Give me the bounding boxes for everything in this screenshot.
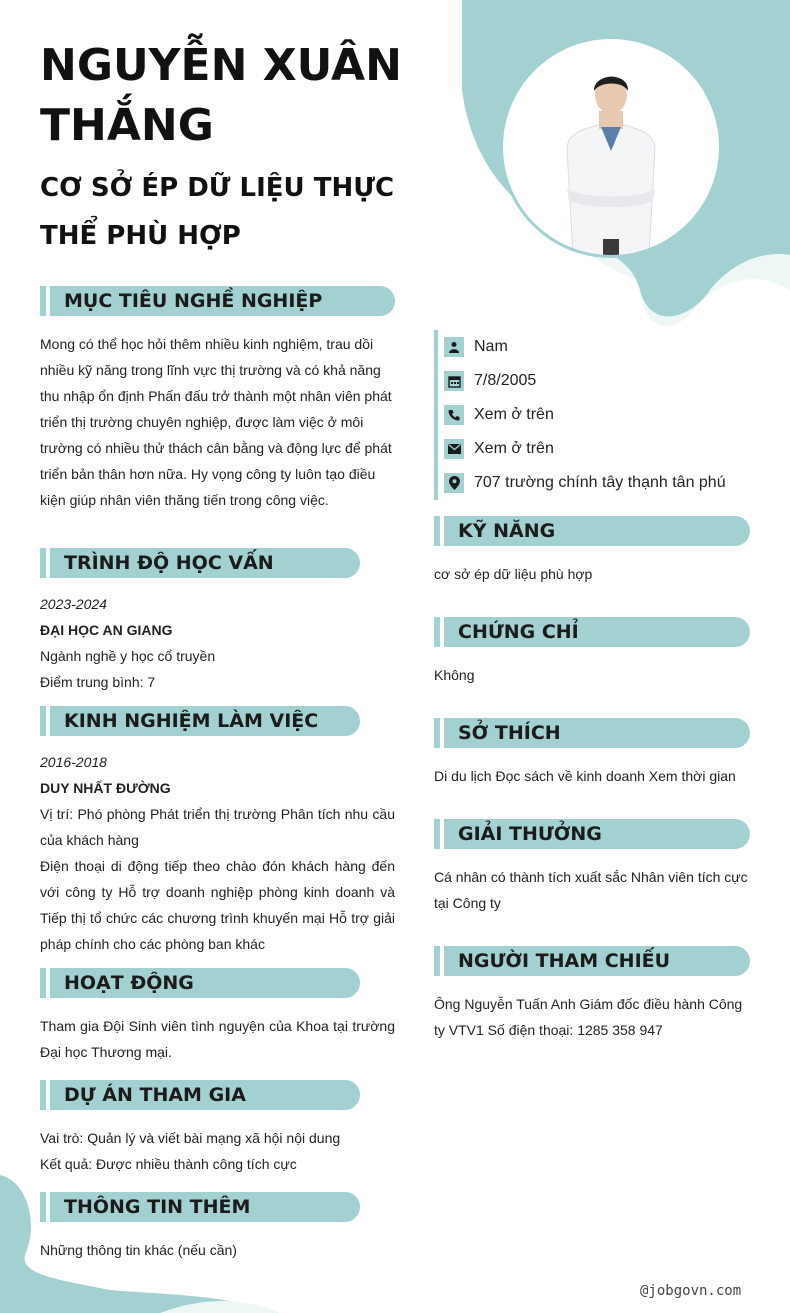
candidate-name: NGUYỄN XUÂN THẮNG [40, 40, 402, 151]
contact-gender: Nam [444, 330, 754, 364]
watermark: @jobgovn.com [640, 1283, 742, 1299]
contact-info [434, 330, 754, 500]
projects-role: Vai trò: Quản lý và viết bài mạng xã hội nội dung [40, 1130, 341, 1146]
activities-heading: HOẠT ĐỘNG [40, 968, 360, 998]
location-pin-icon [444, 473, 464, 493]
awards-text: Cá nhân có thành tích xuất sắc Nhân viên tích cực tại Công ty [434, 869, 748, 911]
experience-period: 2016-2018 [40, 754, 107, 770]
job-title: CƠ SỞ ÉP DỮ LIỆU THỰC THỂ PHÙ HỢP [40, 173, 395, 251]
profile-photo [500, 36, 722, 258]
certificates-heading: CHỨNG CHỈ [434, 617, 750, 647]
references-heading: NGƯỜI THAM CHIẾU [434, 946, 750, 976]
projects-result: Kết quả: Được nhiều thành công tích cực [40, 1156, 297, 1172]
education-heading: TRÌNH ĐỘ HỌC VẤN [40, 548, 360, 578]
awards-heading: GIẢI THƯỞNG [434, 819, 750, 849]
education-section [40, 591, 395, 695]
education-gpa: Điểm trung bình: 7 [40, 674, 156, 690]
references-text: Ông Nguyễn Tuấn Anh Giám đốc điều hành Công ty VTV1 Số điện thoại: 1285 358 947 [434, 996, 743, 1038]
skills-heading: KỸ NĂNG [434, 516, 750, 546]
experience-section [40, 749, 395, 957]
education-school: ĐẠI HỌC AN GIANG [40, 622, 173, 638]
contact-email: Xem ở trên [444, 432, 754, 466]
education-major: Ngành nghề y học cổ truyền [40, 648, 216, 664]
hobbies-heading: SỞ THÍCH [434, 718, 750, 748]
experience-company: DUY NHẤT ĐƯỜNG [40, 780, 171, 796]
projects-section [40, 1125, 395, 1177]
experience-description: Điện thoại di động tiếp theo chào đón khách hàng đến với công ty Hỗ trợ doanh nghiệp phòng kinh doanh và Tiếp thị tổ chức các chương trình khuyến mại Hỗ trợ giải pháp chính cho các phòng ban khác [40, 858, 395, 952]
objective-text: Mong có thể học hỏi thêm nhiều kinh nghiệm, trau dồi nhiều kỹ năng trong lĩnh vực thị trường và có khả năng thu nhập ổn định Phấn đấu trở thành một nhân viên phát triển thị trường chuyên nghiệp, được làm việc ở môi trường có nhiều thử thách cân bằng và động lực để phát triển bản thân hơn nữa. Hy vọng công ty luôn tạo điều kiện giúp nhân viên thăng tiến trong công việc. [40, 336, 392, 508]
person-avatar-icon [503, 39, 719, 255]
projects-heading: DỰ ÁN THAM GIA [40, 1080, 360, 1110]
objective-heading: MỤC TIÊU NGHỀ NGHIỆP [40, 286, 395, 316]
person-icon [444, 337, 464, 357]
mail-icon [444, 439, 464, 459]
skills-text: cơ sở ép dữ liệu phù hợp [434, 566, 593, 582]
contact-phone: Xem ở trên [444, 398, 754, 432]
experience-heading: KINH NGHIỆM LÀM VIỆC [40, 706, 360, 736]
phone-icon [444, 405, 464, 425]
hobbies-text: Di du lịch Đọc sách về kinh doanh Xem thời gian [434, 768, 736, 784]
activities-text: Tham gia Đội Sinh viên tình nguyện của Khoa tại trường Đại học Thương mại. [40, 1018, 395, 1060]
contact-birthdate: 7/8/2005 [444, 364, 754, 398]
certificates-text: Không [434, 667, 475, 683]
extra-text: Những thông tin khác (nếu cần) [40, 1242, 237, 1258]
experience-position: Vị trí: Phó phòng Phát triển thị trường Phân tích nhu cầu của khách hàng [40, 806, 395, 848]
contact-address: 707 trường chính tây thạnh tân phú [444, 466, 754, 500]
extra-heading: THÔNG TIN THÊM [40, 1192, 360, 1222]
calendar-icon [444, 371, 464, 391]
education-period: 2023-2024 [40, 596, 107, 612]
